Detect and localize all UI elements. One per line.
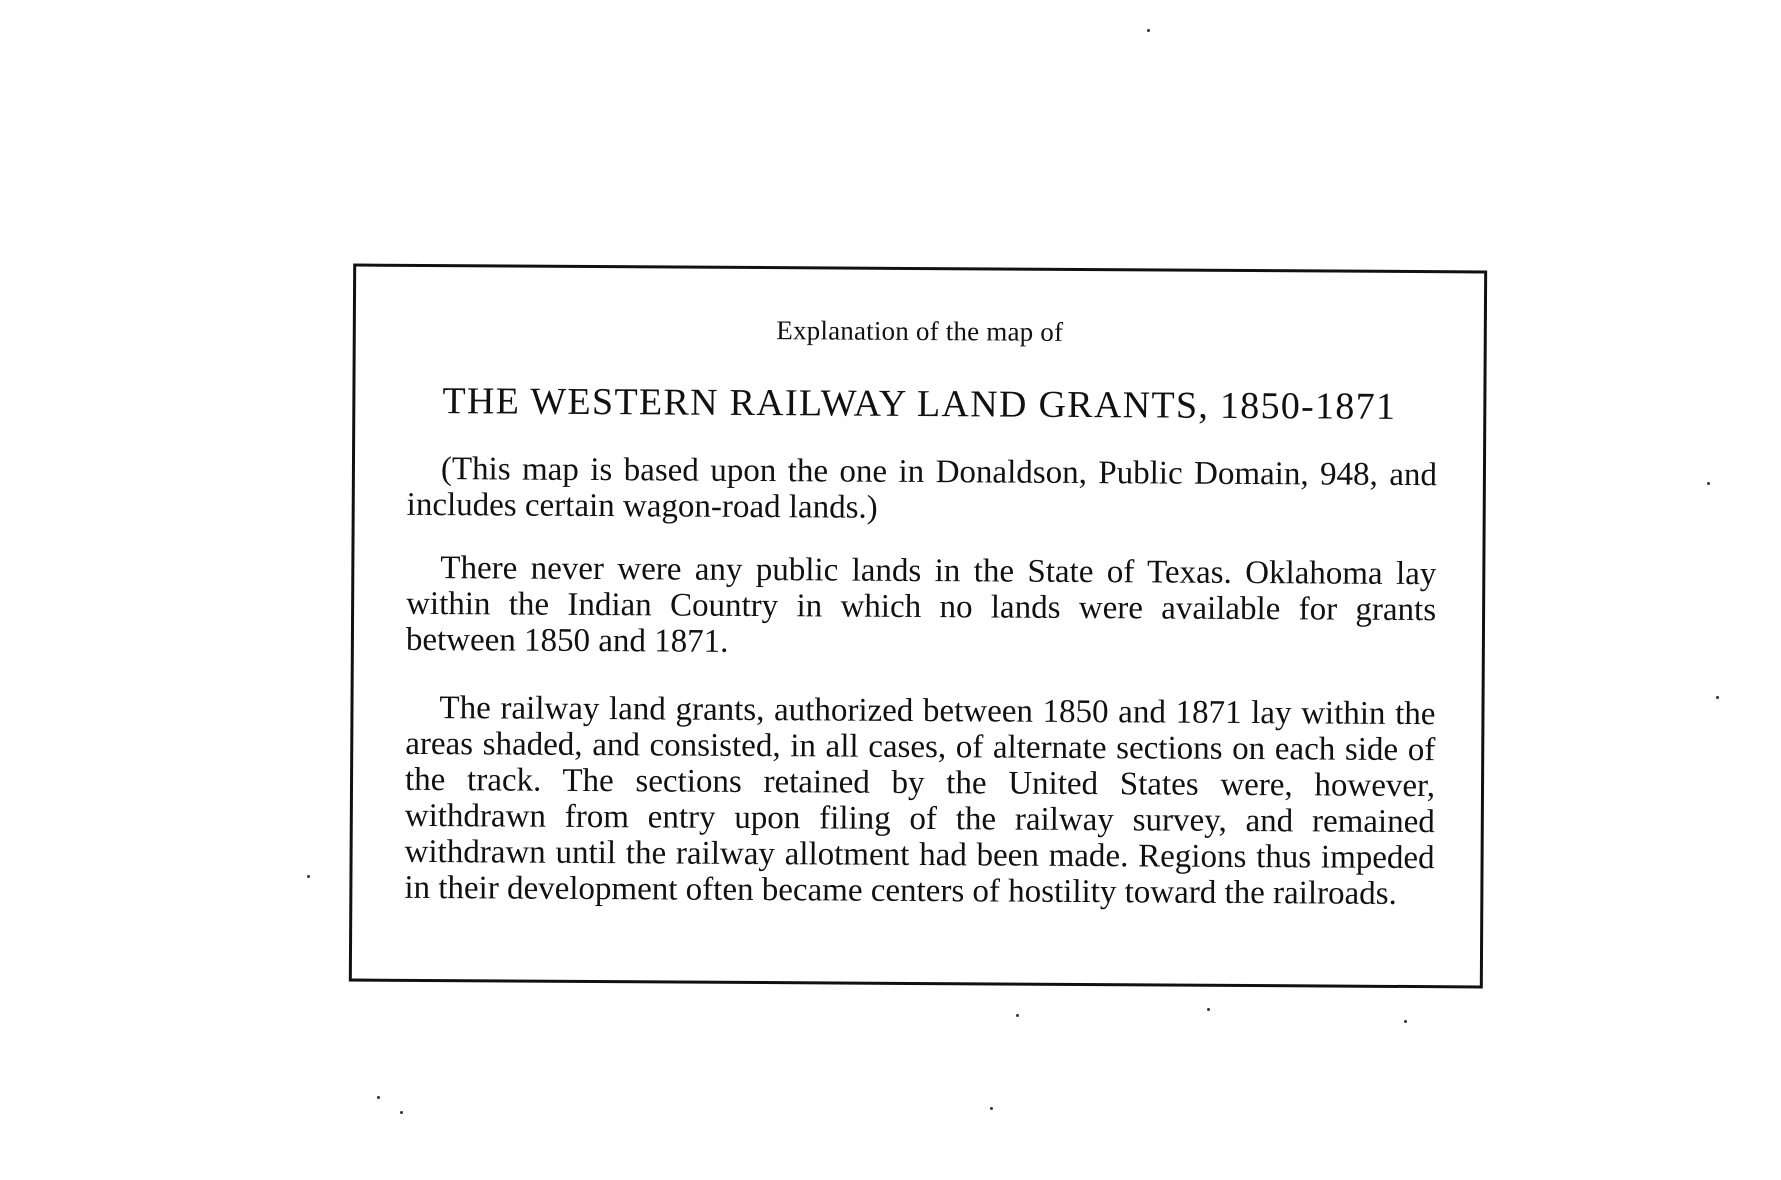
scan-speck [1147, 29, 1150, 32]
scan-speck [990, 1107, 993, 1110]
texas-oklahoma-paragraph: There never were any public lands in the State of Texas. Oklahoma lay within the Indian Country in which no lands were available for grants between 1850 and 1871. [405, 550, 1437, 660]
scan-speck [1716, 696, 1719, 699]
scan-speck [377, 1096, 380, 1099]
intro-line: Explanation of the map of [776, 315, 1064, 347]
scan-speck [400, 1111, 403, 1114]
scan-speck [307, 875, 310, 878]
scan-speck [1016, 1014, 1019, 1017]
scan-speck [1207, 1008, 1210, 1011]
explanation-box [349, 264, 1487, 989]
scan-speck [1707, 482, 1710, 485]
map-title: THE WESTERN RAILWAY LAND GRANTS, 1850-1871 [442, 380, 1397, 428]
scan-speck [1404, 1020, 1407, 1023]
source-note-paragraph: (This map is based upon the one in Donaldson, Public Domain, 948, and includes certain wagon-road lands.) [406, 451, 1438, 526]
land-grants-paragraph: The railway land grants, authorized between 1850 and 1871 lay within the areas shaded, and consisted, in all cases, of alternate sections on each side of the track. The sections retained by the United States were, however, withdrawn from entry upon filing of the railway survey, and remained withdrawn until the railway allotment had been made. Regions thus impeded in their development often became centers of hostility toward the railroads. [404, 690, 1436, 912]
